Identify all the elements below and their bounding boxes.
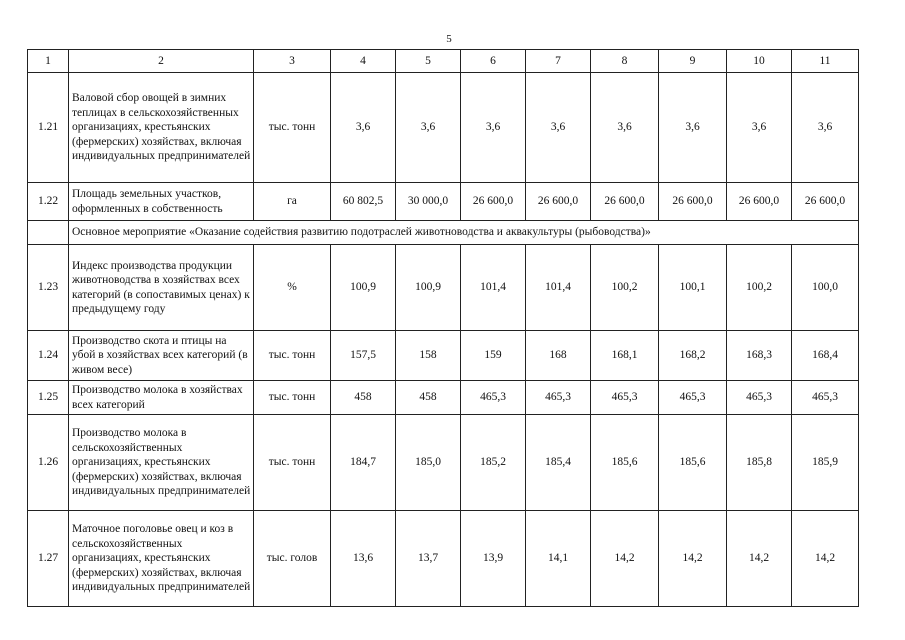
table-row [28,245,859,331]
table-row [28,415,859,511]
value-cell: 185,0 [396,415,461,511]
column-header: 8 [591,50,659,73]
table-row [28,331,859,381]
value-cell: 3,6 [461,73,526,183]
value-cell: 101,4 [526,245,591,331]
value-cell: 3,6 [591,73,659,183]
value-cell: 465,3 [461,381,526,415]
value-cell: 26 600,0 [727,183,792,221]
indicator-name: Производство молока в сельскохозяйственных организациях, крестьянских (фермерских) хозяйствах, включая индивидуальных предпринимателей [69,415,254,511]
value-cell: 465,3 [591,381,659,415]
value-cell: 14,2 [591,511,659,607]
value-cell: 465,3 [526,381,591,415]
value-cell: 168,4 [792,331,859,381]
value-cell: 185,4 [526,415,591,511]
unit-cell: тыс. тонн [254,73,331,183]
indicator-name: Маточное поголовье овец и коз в сельскохозяйственных организациях, крестьянских (фермерских) хозяйствах, включая индивидуальных предпринимателей [69,511,254,607]
section-title: Основное мероприятие «Оказание содействия развитию подотраслей животноводства и аквакультуры (рыбоводства)» [69,221,859,245]
value-cell: 30 000,0 [396,183,461,221]
value-cell: 158 [396,331,461,381]
row-number: 1.27 [28,511,69,607]
value-cell: 14,2 [727,511,792,607]
value-cell: 3,6 [659,73,727,183]
column-header: 5 [396,50,461,73]
value-cell: 26 600,0 [591,183,659,221]
row-number: 1.23 [28,245,69,331]
table-row [28,511,859,607]
value-cell: 60 802,5 [331,183,396,221]
table-row [28,381,859,415]
value-cell: 3,6 [396,73,461,183]
value-cell: 3,6 [331,73,396,183]
value-cell: 168,3 [727,331,792,381]
value-cell: 26 600,0 [659,183,727,221]
unit-cell: % [254,245,331,331]
value-cell: 159 [461,331,526,381]
value-cell: 100,0 [792,245,859,331]
value-cell: 14,1 [526,511,591,607]
unit-cell: тыс. тонн [254,381,331,415]
column-header: 10 [727,50,792,73]
row-number: 1.24 [28,331,69,381]
unit-cell: тыс. тонн [254,415,331,511]
value-cell: 185,6 [591,415,659,511]
unit-cell: тыс. голов [254,511,331,607]
column-header: 4 [331,50,396,73]
value-cell: 100,9 [396,245,461,331]
column-header: 2 [69,50,254,73]
indicator-name: Площадь земельных участков, оформленных в собственность [69,183,254,221]
table-row [28,183,859,221]
value-cell: 185,8 [727,415,792,511]
value-cell: 13,7 [396,511,461,607]
value-cell: 100,2 [727,245,792,331]
indicator-name: Индекс производства продукции животноводства в хозяйствах всех категорий (в сопоставимых ценах) к предыдущему году [69,245,254,331]
value-cell: 458 [331,381,396,415]
value-cell: 465,3 [727,381,792,415]
value-cell: 168 [526,331,591,381]
value-cell: 13,9 [461,511,526,607]
column-header: 6 [461,50,526,73]
indicator-name: Производство молока в хозяйствах всех категорий [69,381,254,415]
value-cell: 168,2 [659,331,727,381]
indicator-name: Производство скота и птицы на убой в хозяйствах всех категорий (в живом весе) [69,331,254,381]
value-cell: 13,6 [331,511,396,607]
value-cell: 14,2 [792,511,859,607]
row-number: 1.26 [28,415,69,511]
row-number: 1.22 [28,183,69,221]
value-cell: 184,7 [331,415,396,511]
value-cell: 26 600,0 [461,183,526,221]
value-cell: 3,6 [727,73,792,183]
value-cell: 168,1 [591,331,659,381]
value-cell: 100,9 [331,245,396,331]
value-cell: 465,3 [792,381,859,415]
row-number: 1.25 [28,381,69,415]
section-row [28,221,859,245]
indicators-table [27,49,859,607]
value-cell: 3,6 [792,73,859,183]
value-cell: 465,3 [659,381,727,415]
column-header: 9 [659,50,727,73]
value-cell: 26 600,0 [526,183,591,221]
value-cell: 157,5 [331,331,396,381]
value-cell: 101,4 [461,245,526,331]
value-cell: 185,6 [659,415,727,511]
unit-cell: тыс. тонн [254,331,331,381]
unit-cell: га [254,183,331,221]
value-cell: 100,2 [591,245,659,331]
row-number: 1.21 [28,73,69,183]
value-cell: 100,1 [659,245,727,331]
section-number-cell [28,221,69,245]
value-cell: 458 [396,381,461,415]
column-header: 3 [254,50,331,73]
value-cell: 14,2 [659,511,727,607]
value-cell: 26 600,0 [792,183,859,221]
indicator-name: Валовой сбор овощей в зимних теплицах в сельскохозяйственных организациях, крестьянских (фермерских) хозяйствах, включая индивидуальных предпринимателей [69,73,254,183]
column-header: 1 [28,50,69,73]
value-cell: 3,6 [526,73,591,183]
column-number-row [28,50,859,73]
value-cell: 185,9 [792,415,859,511]
table-row [28,73,859,183]
page-number: 5 [446,33,452,45]
column-header: 11 [792,50,859,73]
value-cell: 185,2 [461,415,526,511]
column-header: 7 [526,50,591,73]
